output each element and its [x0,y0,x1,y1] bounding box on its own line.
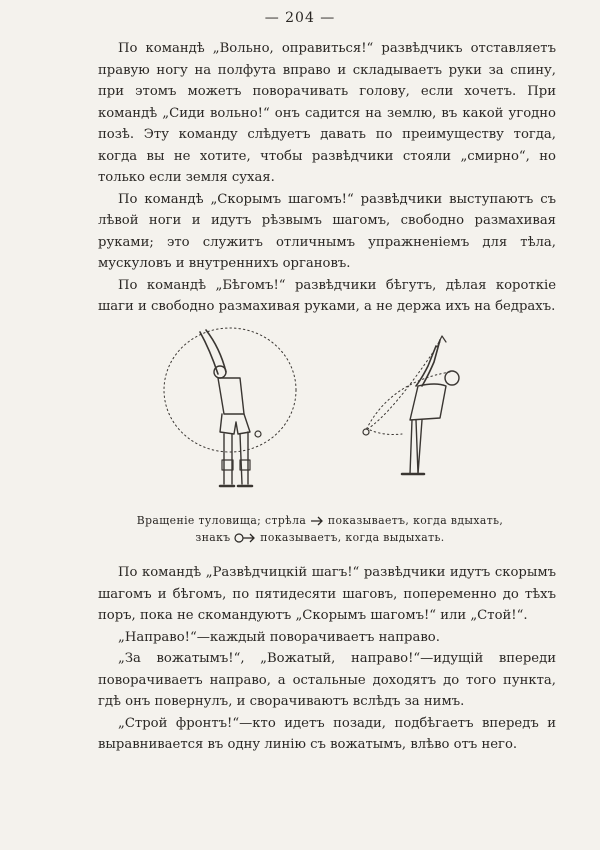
figure-left-torso [218,378,244,414]
exhale-marker-icon [363,429,369,435]
paragraph: По командѣ „Бѣгомъ!“ развѣдчики бѣгутъ, дѣлая короткіе шаги и свободно размахивая руками, а не держа ихъ на бедрахъ. [98,277,556,314]
page-number: — 204 — [264,10,336,26]
exhale-marker-icon [255,431,261,437]
figure-right-head [445,371,459,385]
paragraph: По командѣ „Развѣдчицкій шагъ!“ развѣдчики идутъ скорымъ шагомъ и бѣгомъ, по пятидесяти шаговъ, попеременно до тѣхъ поръ, пока не скомандуютъ „Скорымъ шагомъ!“ или „Стой!“. [98,565,556,623]
text-block-bottom [98,562,556,756]
figure-right-torso [410,384,446,420]
circle-arrow-icon [234,533,256,543]
paragraph: „Строй фронтъ!“—кто идетъ позади, подбѣгаетъ впередъ и выравнивается въ одну линію съ вожатымъ, влѣво отъ него. [98,715,556,752]
paragraph: По командѣ „Вольно, оправиться!“ развѣдчикъ отставляетъ правую ногу на полфута вправо и складываетъ руки за спину, при этомъ можетъ поворачивать голову, если хочетъ. При командѣ „Сиди вольно!“ онъ садится на землю, въ какой угодно позѣ. Эту команду слѣдуетъ давать по преимуществу тогда, когда вы не хотите, чтобы развѣдчики стояли „смирно“, но только если земля сухая. [98,41,556,185]
rotation-path-right [366,342,450,430]
caption-line-2: знакъ показываетъ, когда выдыхать. [195,531,445,544]
paragraph: „За вожатымъ!“, „Вожатый, направо!“—идущій впереди поворачиваетъ направо, а остальные доходятъ до того пункта, гдѣ онъ повернулъ, и сворачиваютъ вслѣдъ за нимъ. [98,651,556,709]
text-block-top [98,38,556,318]
figure-right-arms [416,340,440,386]
figure-left-arms [200,330,226,374]
arrow-right-icon [310,516,324,526]
paragraph: По командѣ „Скорымъ шагомъ!“ развѣдчики выступаютъ съ лѣвой ноги и идутъ рѣзвымъ шагомъ, свободно размахивая руками; это служитъ отличнымъ упражненіемъ для тѣла, мускуловъ и внутреннихъ органовъ. [98,191,556,271]
paragraph: „Направо!“—каждый поворачиваетъ направо. [118,629,440,645]
figure-left-shorts [220,414,250,434]
figure-caption [100,512,540,546]
figure-right-legs [410,420,422,474]
figure-trunk-rotation [140,322,500,512]
figure-left-head [214,366,226,378]
figure-left-legs [224,432,248,484]
caption-line-1: Вращеніе туловища; стрѣла показываетъ, когда вдыхать, [136,514,504,527]
